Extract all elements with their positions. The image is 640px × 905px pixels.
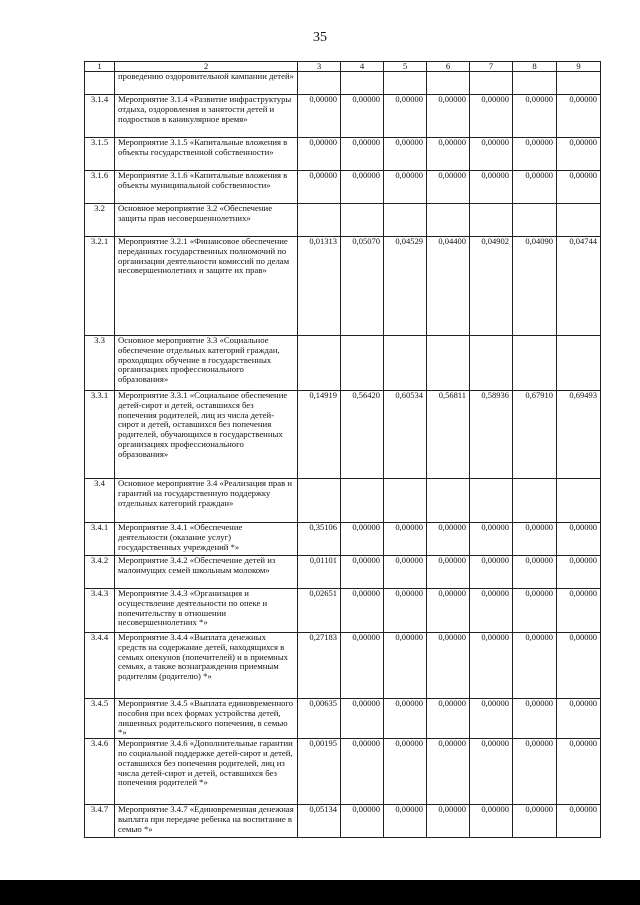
row-value bbox=[298, 336, 341, 391]
page-number: 35 bbox=[313, 30, 327, 45]
row-code: 3.4 bbox=[85, 479, 115, 523]
row-value: 0,02651 bbox=[298, 589, 341, 633]
row-name: Мероприятие 3.4.7 «Единовременная денежная выплата при передаче ребенка на воспитание в семью *» bbox=[115, 805, 298, 838]
row-value: 0,00000 bbox=[384, 805, 427, 838]
row-value bbox=[384, 204, 427, 237]
table-row bbox=[85, 479, 601, 523]
table-row bbox=[85, 171, 601, 204]
column-header: 3 bbox=[298, 62, 341, 72]
row-name: Основное мероприятие 3.4 «Реализация прав и гарантий на государственную поддержку отдельных категорий граждан» bbox=[115, 479, 298, 523]
row-name: Основное мероприятие 3.2 «Обеспечение защиты прав несовершеннолетних» bbox=[115, 204, 298, 237]
row-name: Мероприятие 3.2.1 «Финансовое обеспечение переданных государственных полномочий по организации деятельности комиссий по делам несовершеннолетних и защите их прав» bbox=[115, 237, 298, 336]
row-value: 0,00000 bbox=[470, 589, 513, 633]
row-code: 3.3 bbox=[85, 336, 115, 391]
row-value: 0,00000 bbox=[513, 171, 557, 204]
row-value: 0,00000 bbox=[298, 138, 341, 171]
table-row bbox=[85, 633, 601, 699]
row-code: 3.4.6 bbox=[85, 739, 115, 805]
row-value: 0,00000 bbox=[557, 589, 601, 633]
row-value: 0,00000 bbox=[384, 589, 427, 633]
row-value: 0,04529 bbox=[384, 237, 427, 336]
row-value: 0,00000 bbox=[470, 633, 513, 699]
row-value: 0,00000 bbox=[341, 589, 384, 633]
row-name: Мероприятие 3.4.4 «Выплата денежных средств на содержание детей, находящихся в семьях опекунов (попечителей) и в приемных семьях, а также вознаграждения приемным родителям (родителю) *» bbox=[115, 633, 298, 699]
row-value: 0,04400 bbox=[427, 237, 470, 336]
row-code: 3.4.5 bbox=[85, 699, 115, 739]
row-value bbox=[470, 336, 513, 391]
row-value: 0,00000 bbox=[557, 739, 601, 805]
row-value bbox=[513, 204, 557, 237]
row-value: 0,00000 bbox=[427, 138, 470, 171]
row-value: 0,04744 bbox=[557, 237, 601, 336]
row-value: 0,00000 bbox=[427, 556, 470, 589]
row-value bbox=[513, 336, 557, 391]
row-value bbox=[341, 204, 384, 237]
row-value: 0,00000 bbox=[470, 523, 513, 556]
row-value: 0,01101 bbox=[298, 556, 341, 589]
row-value bbox=[341, 336, 384, 391]
row-value bbox=[341, 72, 384, 95]
column-header: 2 bbox=[115, 62, 298, 72]
row-value: 0,00000 bbox=[513, 589, 557, 633]
row-value: 0,00000 bbox=[470, 699, 513, 739]
column-header: 5 bbox=[384, 62, 427, 72]
row-value bbox=[341, 479, 384, 523]
row-code: 3.4.2 bbox=[85, 556, 115, 589]
row-value: 0,00000 bbox=[513, 523, 557, 556]
row-value: 0,00000 bbox=[513, 95, 557, 138]
row-value: 0,35106 bbox=[298, 523, 341, 556]
row-value: 0,00000 bbox=[513, 556, 557, 589]
row-value: 0,00635 bbox=[298, 699, 341, 739]
row-value: 0,00000 bbox=[384, 633, 427, 699]
row-value: 0,00000 bbox=[470, 171, 513, 204]
column-header: 4 bbox=[341, 62, 384, 72]
row-name: Мероприятие 3.4.1 «Обеспечение деятельности (оказание услуг) государственных учреждений *» bbox=[115, 523, 298, 556]
row-value bbox=[470, 479, 513, 523]
row-value: 0,04090 bbox=[513, 237, 557, 336]
table-row bbox=[85, 138, 601, 171]
row-value: 0,56420 bbox=[341, 391, 384, 479]
row-value: 0,00000 bbox=[557, 95, 601, 138]
row-value bbox=[470, 204, 513, 237]
column-header: 7 bbox=[470, 62, 513, 72]
column-header: 9 bbox=[557, 62, 601, 72]
row-value bbox=[557, 204, 601, 237]
row-value: 0,00000 bbox=[470, 805, 513, 838]
table-row bbox=[85, 204, 601, 237]
row-name: Мероприятие 3.1.6 «Капитальные вложения в объекты муниципальной собственности» bbox=[115, 171, 298, 204]
table-row bbox=[85, 72, 601, 95]
row-value: 0,00195 bbox=[298, 739, 341, 805]
row-value: 0,00000 bbox=[427, 523, 470, 556]
table-row bbox=[85, 237, 601, 336]
table-header-row bbox=[85, 62, 601, 72]
row-value: 0,01313 bbox=[298, 237, 341, 336]
row-value: 0,27183 bbox=[298, 633, 341, 699]
row-value: 0,56811 bbox=[427, 391, 470, 479]
row-code: 3.4.7 bbox=[85, 805, 115, 838]
row-name: Основное мероприятие 3.3 «Социальное обеспечение отдельных категорий граждан, проходящих обучение в государственных организациях профессионального образования» bbox=[115, 336, 298, 391]
row-value bbox=[298, 72, 341, 95]
row-value: 0,00000 bbox=[341, 138, 384, 171]
table-row bbox=[85, 699, 601, 739]
row-value: 0,00000 bbox=[427, 95, 470, 138]
table-row bbox=[85, 523, 601, 556]
row-value: 0,00000 bbox=[341, 556, 384, 589]
row-value: 0,00000 bbox=[384, 523, 427, 556]
row-value bbox=[427, 479, 470, 523]
row-code: 3.1.6 bbox=[85, 171, 115, 204]
row-value bbox=[513, 479, 557, 523]
row-code: 3.4.1 bbox=[85, 523, 115, 556]
row-value: 0,69493 bbox=[557, 391, 601, 479]
row-name: Мероприятие 3.1.5 «Капитальные вложения в объекты государственной собственности» bbox=[115, 138, 298, 171]
table-row bbox=[85, 336, 601, 391]
row-value: 0,00000 bbox=[470, 739, 513, 805]
row-code: 3.4.4 bbox=[85, 633, 115, 699]
row-code: 3.1.4 bbox=[85, 95, 115, 138]
table-row bbox=[85, 589, 601, 633]
row-value: 0,00000 bbox=[557, 171, 601, 204]
row-code bbox=[85, 72, 115, 95]
table-row bbox=[85, 556, 601, 589]
row-value: 0,00000 bbox=[341, 95, 384, 138]
row-value: 0,05070 bbox=[341, 237, 384, 336]
row-value bbox=[557, 72, 601, 95]
row-value: 0,00000 bbox=[298, 95, 341, 138]
row-value: 0,00000 bbox=[513, 739, 557, 805]
row-value: 0,00000 bbox=[341, 699, 384, 739]
budget-table bbox=[84, 61, 601, 838]
row-value: 0,00000 bbox=[513, 138, 557, 171]
row-value: 0,00000 bbox=[557, 523, 601, 556]
row-value bbox=[298, 479, 341, 523]
row-value: 0,00000 bbox=[384, 556, 427, 589]
row-value: 0,00000 bbox=[557, 805, 601, 838]
row-value bbox=[384, 336, 427, 391]
row-value: 0,00000 bbox=[384, 95, 427, 138]
row-value: 0,00000 bbox=[557, 138, 601, 171]
row-name: Мероприятие 3.4.2 «Обеспечение детей из малоимущих семей школьным молоком» bbox=[115, 556, 298, 589]
row-value: 0,00000 bbox=[513, 633, 557, 699]
row-code: 3.1.5 bbox=[85, 138, 115, 171]
row-name: Мероприятие 3.3.1 «Социальное обеспечение детей-сирот и детей, оставшихся без попечения родителей, лиц из числа детей-сирот и детей, оставшихся без попечения родителей, обучающихся в государственных организациях профессионального образования» bbox=[115, 391, 298, 479]
row-value: 0,00000 bbox=[341, 633, 384, 699]
row-value: 0,00000 bbox=[341, 171, 384, 204]
row-value: 0,00000 bbox=[384, 171, 427, 204]
row-value: 0,00000 bbox=[513, 699, 557, 739]
column-header: 8 bbox=[513, 62, 557, 72]
row-value: 0,00000 bbox=[557, 699, 601, 739]
row-value: 0,00000 bbox=[427, 805, 470, 838]
row-value bbox=[427, 72, 470, 95]
row-code: 3.2 bbox=[85, 204, 115, 237]
row-code: 3.4.3 bbox=[85, 589, 115, 633]
row-value: 0,00000 bbox=[298, 171, 341, 204]
row-code: 3.2.1 bbox=[85, 237, 115, 336]
row-value bbox=[470, 72, 513, 95]
row-name: Мероприятие 3.4.5 «Выплата единовременного пособия при всех формах устройства детей, лишенных родительского попечения, в семью *» bbox=[115, 699, 298, 739]
row-name: Мероприятие 3.4.6 «Дополнительные гарантии по социальной поддержке детей-сирот и детей, оставшихся без попечения родителей, лиц из числа детей-сирот и детей, оставшихся без попечения родителей *» bbox=[115, 739, 298, 805]
row-value: 0,00000 bbox=[427, 739, 470, 805]
table-row bbox=[85, 739, 601, 805]
row-value: 0,00000 bbox=[427, 699, 470, 739]
row-value: 0,00000 bbox=[427, 589, 470, 633]
table-row bbox=[85, 95, 601, 138]
row-value: 0,00000 bbox=[427, 633, 470, 699]
row-value: 0,00000 bbox=[384, 739, 427, 805]
row-value: 0,00000 bbox=[470, 138, 513, 171]
row-code: 3.3.1 bbox=[85, 391, 115, 479]
row-value: 0,00000 bbox=[427, 171, 470, 204]
row-value: 0,00000 bbox=[384, 699, 427, 739]
row-value: 0,00000 bbox=[384, 138, 427, 171]
row-value bbox=[557, 336, 601, 391]
row-value bbox=[427, 204, 470, 237]
row-value: 0,05134 bbox=[298, 805, 341, 838]
row-name: проведению оздоровительной кампании детей» bbox=[115, 72, 298, 95]
scan-edge-band bbox=[0, 880, 640, 905]
table-row bbox=[85, 391, 601, 479]
row-value: 0,60534 bbox=[384, 391, 427, 479]
row-value: 0,67910 bbox=[513, 391, 557, 479]
row-value bbox=[513, 72, 557, 95]
row-value: 0,04902 bbox=[470, 237, 513, 336]
row-value: 0,00000 bbox=[557, 556, 601, 589]
table-row bbox=[85, 805, 601, 838]
row-value: 0,00000 bbox=[513, 805, 557, 838]
row-value bbox=[427, 336, 470, 391]
row-value bbox=[557, 479, 601, 523]
column-header: 6 bbox=[427, 62, 470, 72]
row-value bbox=[384, 479, 427, 523]
row-value bbox=[384, 72, 427, 95]
row-value: 0,00000 bbox=[470, 95, 513, 138]
row-value: 0,58936 bbox=[470, 391, 513, 479]
row-value: 0,00000 bbox=[341, 739, 384, 805]
row-value: 0,00000 bbox=[341, 523, 384, 556]
row-name: Мероприятие 3.4.3 «Организация и осуществление деятельности по опеке и попечительству в отношении несовершеннолетних *» bbox=[115, 589, 298, 633]
row-value: 0,00000 bbox=[470, 556, 513, 589]
row-value: 0,14919 bbox=[298, 391, 341, 479]
row-name: Мероприятие 3.1.4 «Развитие инфраструктуры отдыха, оздоровления и занятости детей и подростков в каникулярное время» bbox=[115, 95, 298, 138]
row-value bbox=[298, 204, 341, 237]
row-value: 0,00000 bbox=[557, 633, 601, 699]
table-body bbox=[85, 72, 601, 838]
column-header: 1 bbox=[85, 62, 115, 72]
row-value: 0,00000 bbox=[341, 805, 384, 838]
